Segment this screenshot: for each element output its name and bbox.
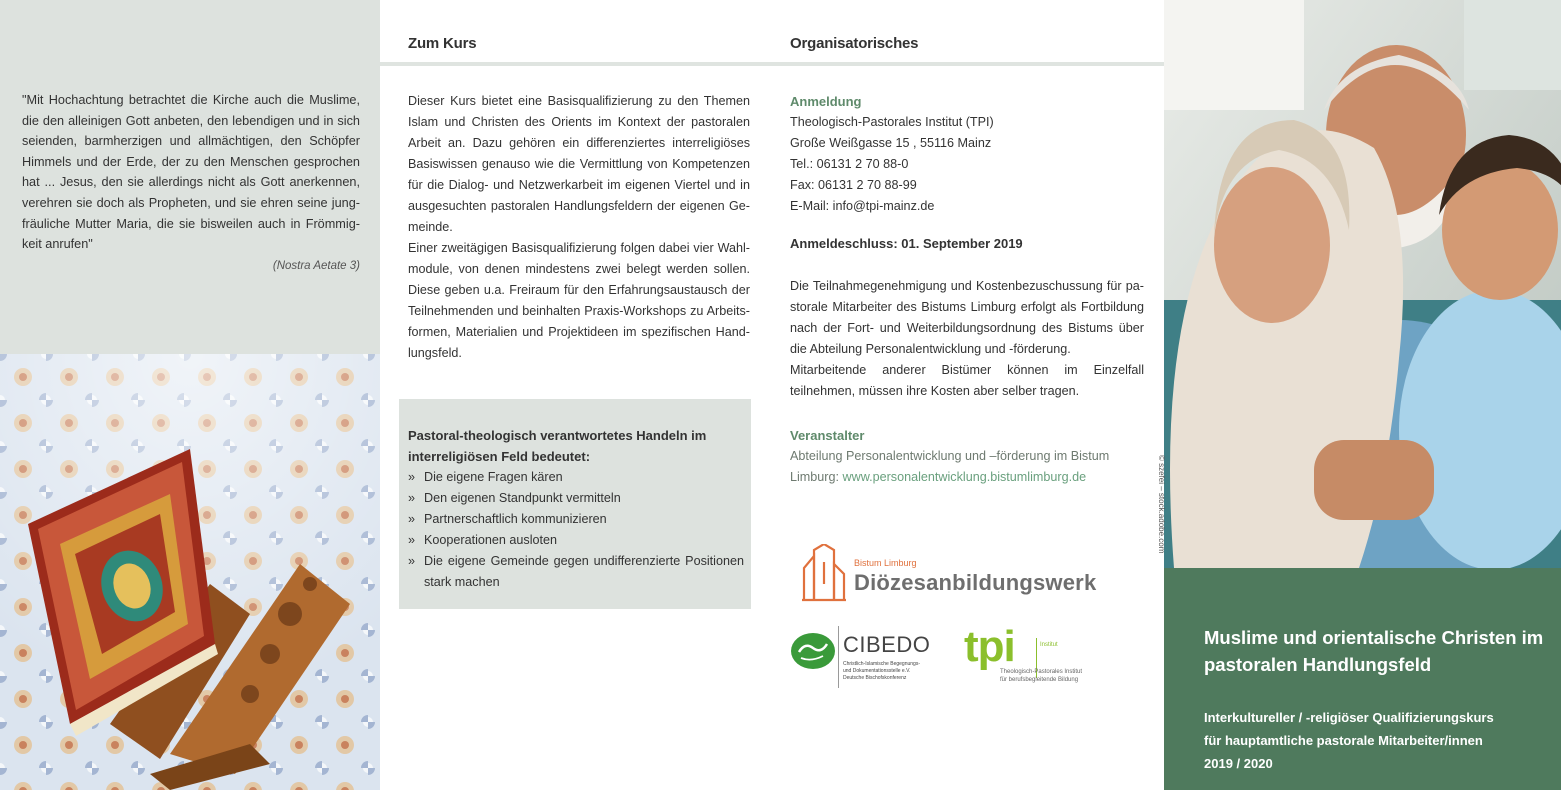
quote-text: "Mit Hochachtung betrachtet die Kirche auch die Muslime, die den alleinigen Gott anbeten, den lebendigen und in sich seienden, barmherzigen und allmächtigen, den Schöpfer Himmels und der Erde, der zu den Menschen gesprochen hat ... Jesus, den sie allerdings nicht als Gott anerkennen, verehren sie doch als Propheten, und sie ehren seine jungfräuliche Mutter Maria, die sie bisweilen auch in Frömmigkeit anrufen" (22, 93, 360, 252)
organizer-line-2: Limburg: www.personalentwicklung.bistumlimburg.de (790, 470, 1087, 484)
cibedo-emblem-icon (790, 628, 836, 674)
institute-fax: Fax: 06131 2 70 88-99 (790, 178, 917, 192)
bullet-icon: » (408, 554, 416, 568)
quote-panel (0, 0, 380, 354)
course-heading: Zum Kurs (408, 35, 477, 52)
institute-name: Theologisch-Pastorales Institut (TPI) (790, 115, 994, 129)
registration-label: Anmeldung (790, 94, 862, 109)
tpi-tag: Institut (1040, 642, 1058, 648)
pastoral-title: Pastoral-theologisch verantwortetes Handeln im interreligiösen Feld bedeutet: (408, 428, 707, 464)
organizer-block (790, 425, 1150, 488)
logo-dioezesanbildungswerk (800, 544, 1100, 604)
brochure-title: Muslime und orientalische Christen im pastoralen Handlungsfeld (1204, 627, 1544, 675)
pastoral-box (399, 399, 751, 609)
institute-email[interactable]: E-Mail: info@tpi-mainz.de (790, 199, 935, 213)
subtitle-years: 2019 / 2020 (1204, 756, 1273, 771)
organizer-link[interactable]: www.personalentwicklung.bistumlimburg.de (842, 470, 1087, 484)
family-photo (1164, 0, 1561, 568)
bullet-icon: » (408, 512, 416, 526)
permission-text: Die Teilnahmegenehmigung und Kostenbezuschussung für pastorale Mitarbeiter des Bistums Limburg erfolgt als Fortbildung nach der Fort- und Weiterbildungsordnung des Bistums über die Abteilung Personalentwicklung und -förderung. Mitarbeitende anderer Bistümer können im Einzelfall teilnehmen, müssen ihre Kosten aber selber tragen. (790, 279, 1144, 398)
quran-photo (0, 354, 380, 790)
daw-name: Diözesanbildungswerk (854, 570, 1097, 595)
bullet-icon: » (408, 470, 416, 484)
list-item: » Die eigene Gemeinde gegen undifferenzierte Positionen stark machen (408, 551, 744, 593)
organizer-line: Abteilung Personalentwicklung und –förderung im Bistum (790, 449, 1110, 463)
bullet-icon: » (408, 491, 416, 505)
organisation-heading: Organisatorisches (790, 35, 919, 52)
pastoral-list (408, 467, 744, 593)
subtitle-line: für hauptamtliche pastorale Mitarbeiter/innen (1204, 733, 1483, 748)
photo-credit: © szefei – stock.adobe.com (1157, 455, 1166, 554)
subtitle-line: Interkultureller / -religiöser Qualifizierungskurs (1204, 710, 1494, 725)
list-item: » Den eigenen Standpunkt vermitteln (408, 488, 744, 509)
church-icon (800, 544, 848, 604)
heading-divider (380, 62, 1164, 66)
course-description: Dieser Kurs bietet eine Basisqualifizierung zu den Themen Islam und Christen des Orients im Kontext der pastoralen Arbeit an. Dazu gehören ein differenziertes interreligiöses Basiswissen genauso wie die Vermittlung von Kompetenzen für die Dialog- und Netzwerkarbeit im eigenen Viertel und in ausgesuchten pastoralen Handlungsfeldern der eigenen Gemeinde. Einer zweitägigen Basisqualifizierung folgen dabei vier Wahlmodule, von denen mindestens zwei belegt werden sollen. Diese geben u.a. Freiraum für den Erfahrungsaustausch der Teilnehmenden und beinhalten Praxis-Workshops zu Arbeitsformen, Materialien und Projektideen im spezifischen Handlungsfeld. (408, 94, 750, 360)
organizer-label: Veranstalter (790, 428, 865, 443)
brochure-subtitle (1204, 706, 1549, 775)
daw-small-label: Bistum Limburg (854, 558, 917, 568)
cibedo-name: CIBEDO (843, 632, 931, 657)
tpi-name: tpi (964, 622, 1015, 671)
tpi-subtitle: Theologisch-Pastorales Institut für berufsbegleitende Bildung (1000, 669, 1083, 683)
institute-phone: Tel.: 06131 2 70 88-0 (790, 157, 909, 171)
list-item: » Kooperationen ausloten (408, 530, 744, 551)
logo-cibedo (790, 624, 940, 690)
quran-illustration (0, 354, 380, 790)
list-item: » Die eigene Fragen kären (408, 467, 744, 488)
cibedo-subtitle: Christlich-Islamische Begegnungs- und Dokumentationsstelle e.V. Deutsche Bischofskonferenz (843, 661, 920, 681)
institute-address: Große Weißgasse 15 , 55116 Mainz (790, 136, 992, 150)
list-item: » Partnerschaftlich kommunizieren (408, 509, 744, 530)
registration-deadline: Anmeldeschluss: 01. September 2019 (790, 236, 1023, 251)
logo-tpi (964, 622, 1104, 686)
bullet-icon: » (408, 533, 416, 547)
title-panel (1164, 568, 1561, 790)
cibedo-divider (838, 626, 839, 688)
family-illustration (1164, 0, 1561, 568)
quote-source: (Nostra Aetate 3) (272, 260, 360, 272)
registration-block (790, 91, 1150, 217)
